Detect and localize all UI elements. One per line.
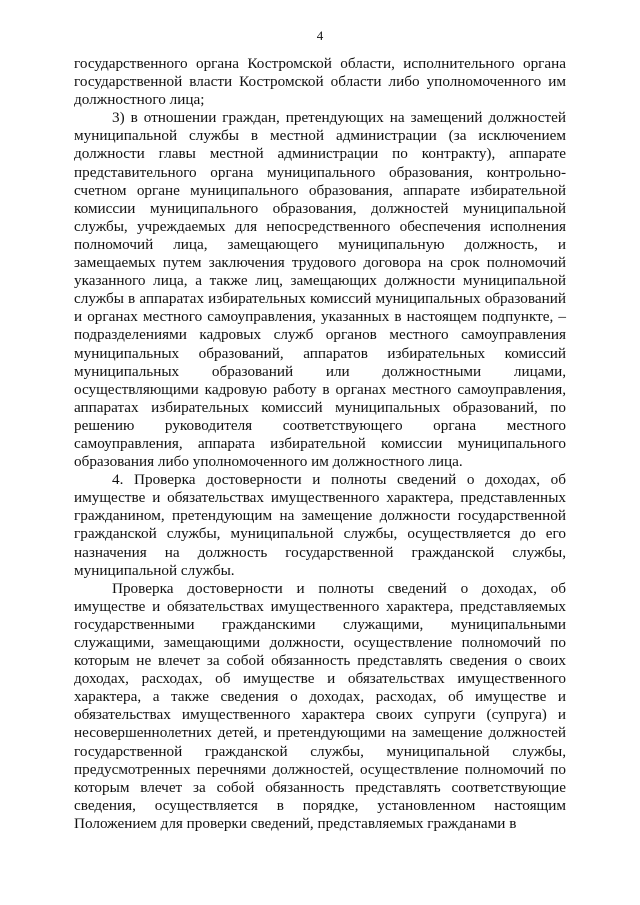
page-number: 4 xyxy=(316,28,324,43)
paragraph-verification: Проверка достоверности и полноты сведений о доходах, об имуществе и обязательствах имущественного характера, представляемых государственными гражданскими служащими, муниципальными служащими, замещающими должности, осуществление полномочий по которым не влечет за собой обязанность представлять сведения о своих доходах, расходах, об имуществе и обязательствах имущественного характера, а также сведения о доходах, расходах, об имуществе и обязательствах имущественного характера своих супруги (супруга) и несовершеннолетних детей, и претендующими на замещение должностей государственной гражданской службы, муниципальной службы, предусмотренных перечнями должностей, осуществление полномочий по которым влечет за собой обязанность представлять соответствующие сведения, осуществляется в порядке, установленном настоящим Положением для проверки сведений, представляемых гражданами в xyxy=(74,579,566,832)
paragraph-item-4: 4. Проверка достоверности и полноты сведений о доходах, об имуществе и обязательствах имущественного характера, представленных гражданином, претендующим на замещение должности государственной гражданской службы, муниципальной службы, осуществляется до его назначения на должность государственной гражданской службы, муниципальной службы. xyxy=(74,471,566,579)
document-body xyxy=(74,55,566,833)
paragraph-item-3: 3) в отношении граждан, претендующих на замещений должностей муниципальной службы в местной администрации (за исключением должности главы местной администрации по контракту), аппарате представительного органа муниципального образования, контрольно-счетном органе муниципального образования, аппарате избирательной комиссии муниципального образования, должностей муниципальной службы, учреждаемых для непосредственного обеспечения исполнения полномочий лица, замещающего муниципальную должность, и замещаемых путем заключения трудового договора на срок полномочий указанного лица, а также лиц, замещающих должности муниципальной службы в аппаратах избирательных комиссий муниципальных образований и органах местного самоуправления, указанных в настоящем подпункте, – подразделениями кадровых служб органов местного самоуправления муниципальных образований, аппаратов избирательных комиссий муниципальных образований или должностными лицами, осуществляющими кадровую работу в органах местного самоуправления, аппаратах избирательных комиссий муниципальных образований, по решению руководителя соответствующего органа местного самоуправления, аппарата избирательной комиссии муниципального образования либо уполномоченного им должностного лица. xyxy=(74,109,566,471)
paragraph-continuation: государственного органа Костромской области, исполнительного органа государственной власти Костромской области либо уполномоченного им должностного лица; xyxy=(74,55,566,109)
